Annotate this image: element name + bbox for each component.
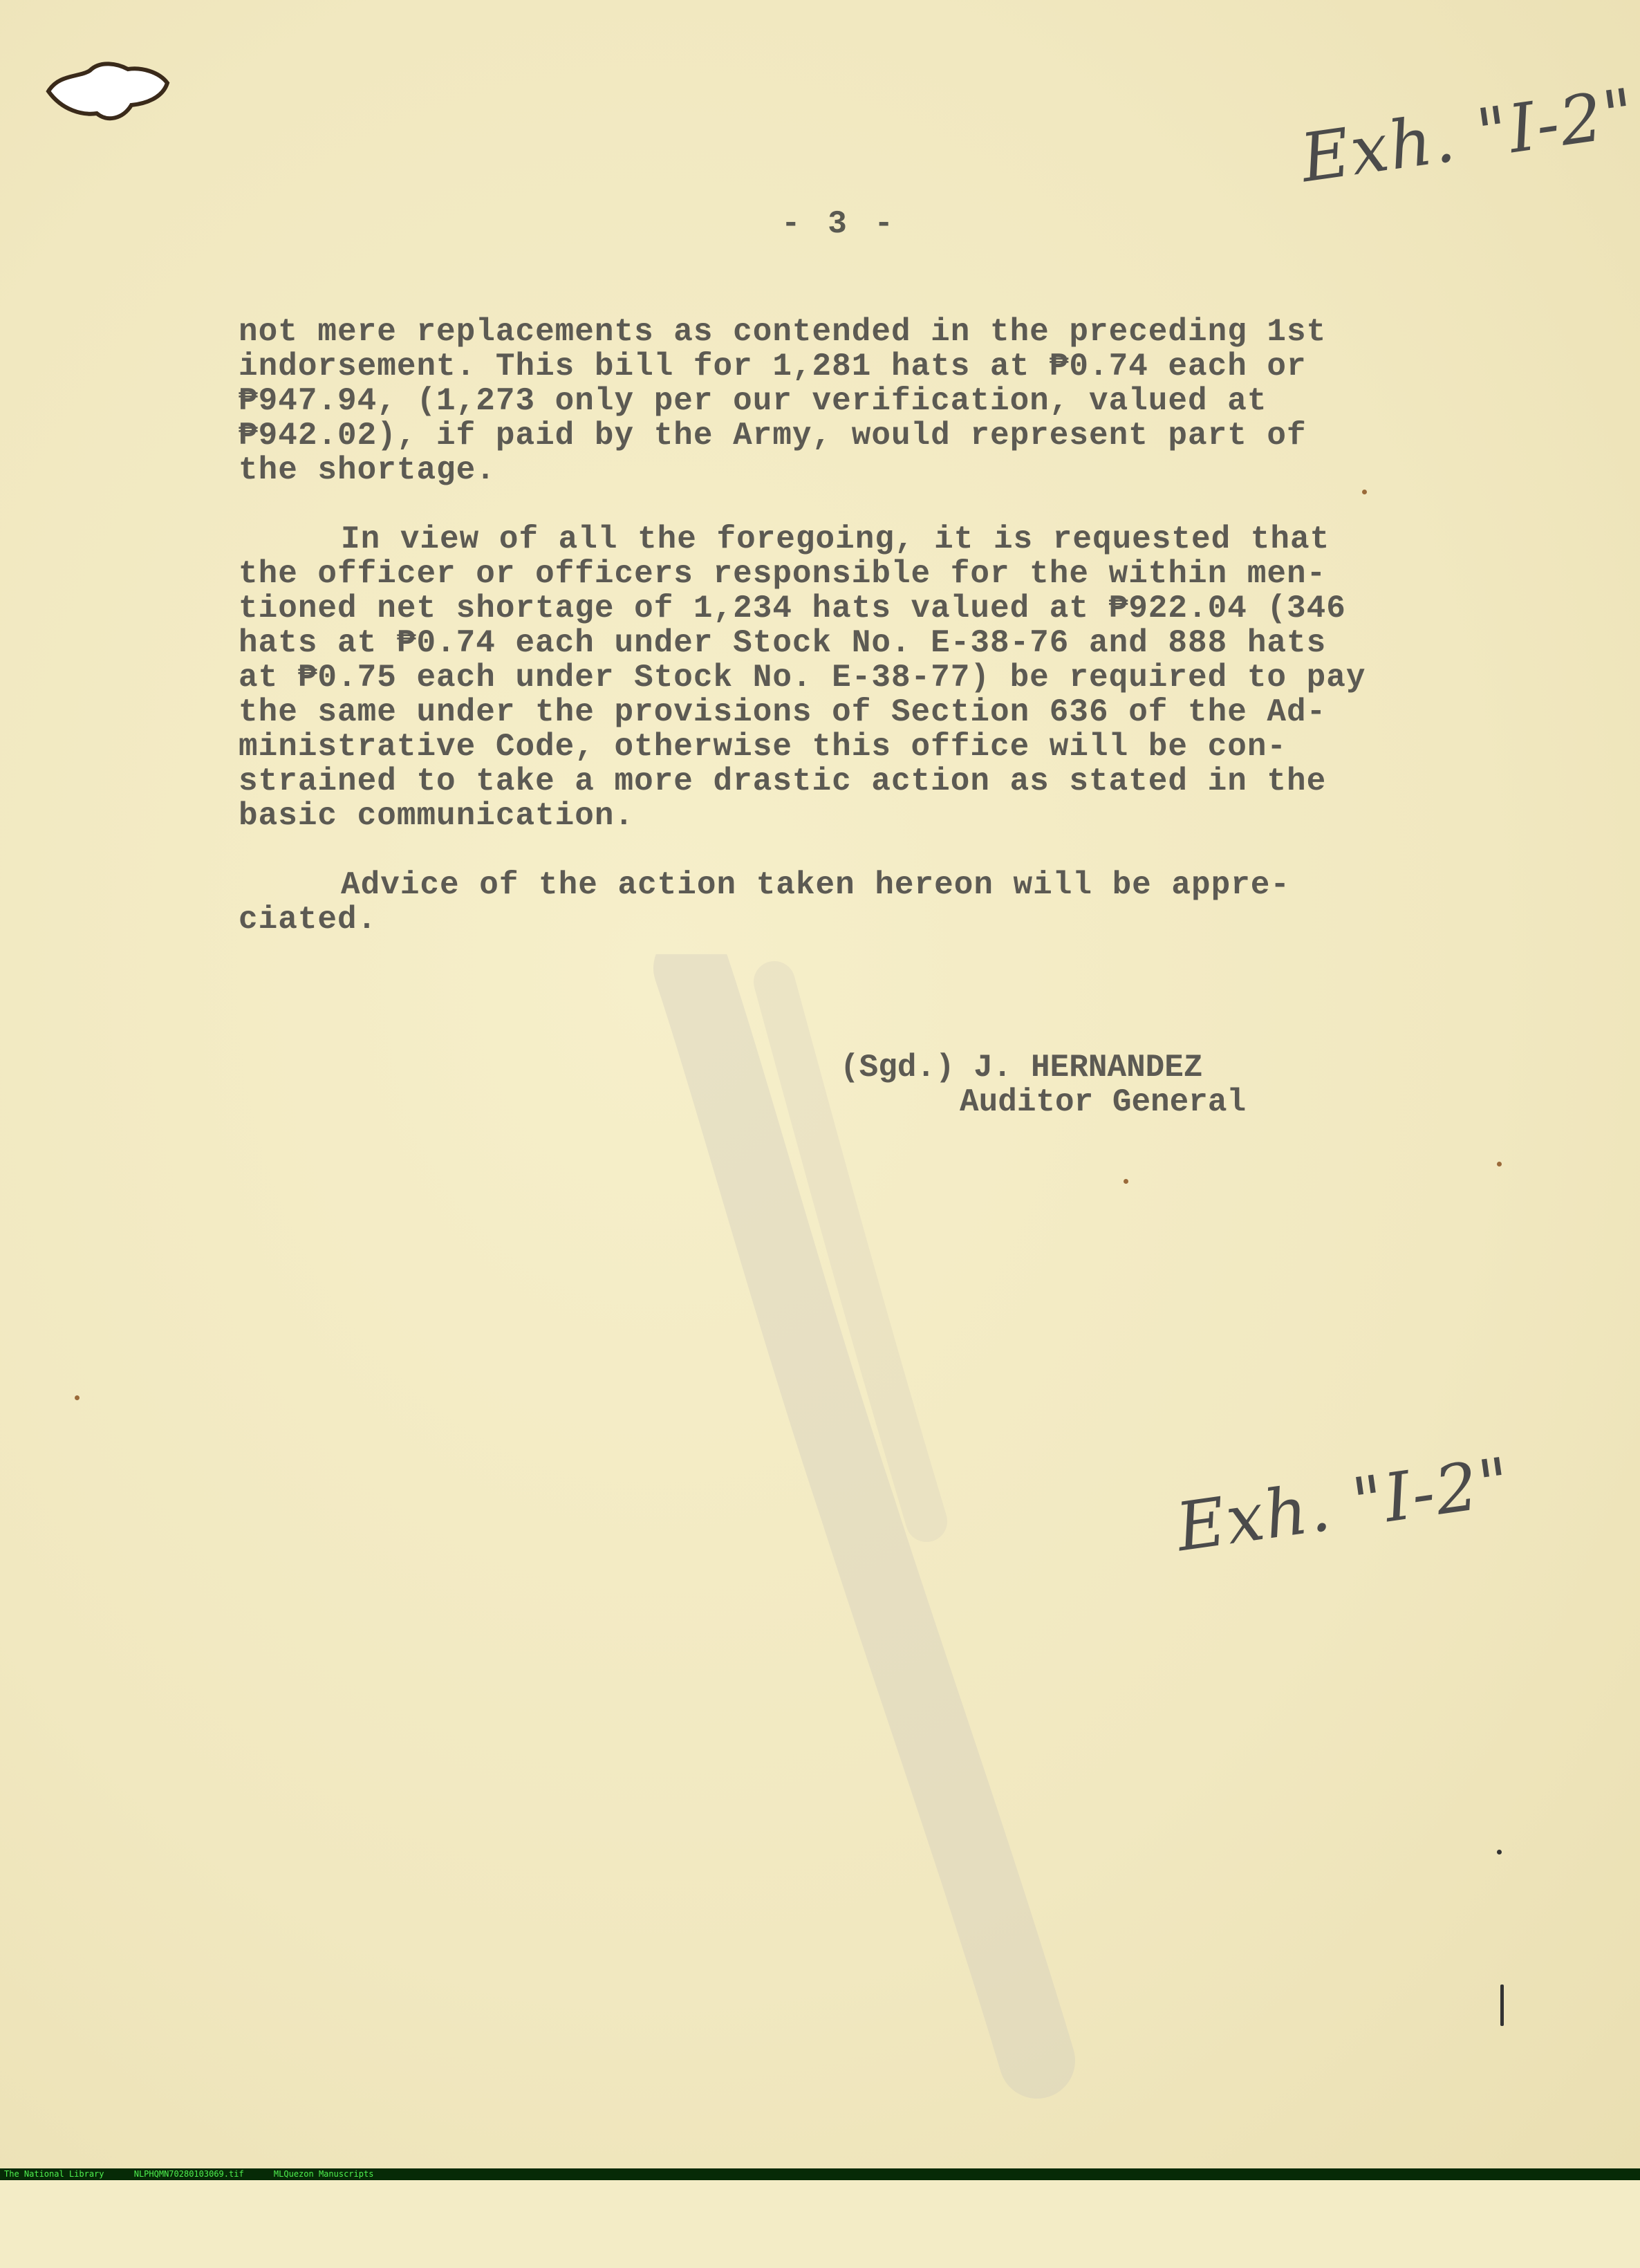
paper-speck: [1362, 490, 1367, 494]
page-number: - 3 -: [781, 206, 898, 242]
faded-stamp-mark: [650, 954, 1203, 2268]
paper-speck: [1124, 1179, 1128, 1184]
paragraph-2: In view of all the foregoing, it is requested that the officer or officers responsible for the within men- tioned net shortage of 1,234 hats valued at ₱922.04 (346 hats at ₱0.74 each under Stock No. E-38-76 and 888 hats at ₱0.75 each under Stock No. E-38-77) be required to pay the same under the provisions of Section 636 of the Ad- ministrative Code, otherwise this office will be con- strained to take a more drastic action as stated in the basic communication.: [239, 521, 1366, 834]
footer-collection: MLQuezon Manuscripts: [273, 2169, 374, 2179]
signature-title: Auditor General: [960, 1084, 1247, 1120]
paragraph-1: not mere replacements as contended in the preceding 1st indorsement. This bill for 1,281 hats at ₱0.74 each or ₱947.94, (1,273 only per our verification, valued at ₱942.02), if paid by the Army, would represent part of the shortage.: [239, 314, 1327, 488]
paper-speck: [1500, 1984, 1504, 2026]
footer-library: The National Library: [4, 2169, 104, 2179]
burn-hole-mark: [41, 50, 173, 126]
letter-body: [239, 315, 1428, 937]
exhibit-annotation-top: Exh. "I-2": [1296, 73, 1640, 198]
signature-name: (Sgd.) J. HERNANDEZ: [840, 1050, 1203, 1086]
scan-footer-bar: [0, 2168, 1640, 2180]
footer-file: NLPHQMN70280103069.tif: [133, 2169, 244, 2179]
paragraph-3: Advice of the action taken hereon will be appre- ciated.: [239, 867, 1291, 938]
paper-speck: [1497, 1162, 1502, 1166]
paper-speck: [75, 1395, 80, 1400]
paper-speck: [1497, 1850, 1502, 1855]
exhibit-annotation-bottom: Exh. "I-2": [1171, 1442, 1516, 1567]
